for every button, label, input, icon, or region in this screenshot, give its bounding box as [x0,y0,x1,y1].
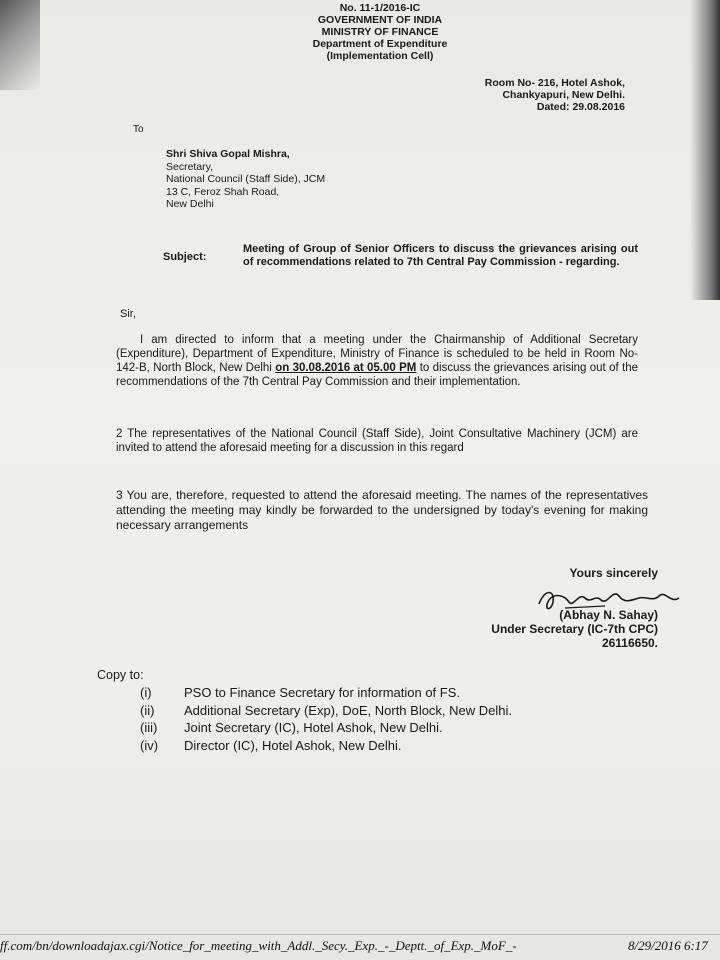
department-title: Department of Expenditure [312,38,448,50]
print-footer [0,934,720,960]
ministry-title: MINISTRY OF FINANCE [321,26,439,38]
paragraph-1-text-end: to discuss the grievances arising out of the recommendations of the 7th Central Pay Commission and their implementation. [116,362,638,388]
meeting-datetime: on 30.08.2016 at 05.00 PM [275,362,417,374]
government-title: GOVERNMENT OF INDIA [317,14,443,26]
address-line-1: Room No- 216, Hotel Ashok, [484,77,625,89]
letterhead [250,2,510,62]
copy-to-label: Copy to: [97,668,144,682]
copy-item [140,684,512,702]
subject-text: Meeting of Group of Senior Officers to discuss the grievances arising out of recommendations related to 7th Central Pay Commission - regarding. [243,243,638,268]
file-number: No. 11-1/2016-IC [339,2,421,14]
signatory-name: (Abhay N. Sahay) [559,608,658,622]
sender-address [485,77,625,113]
paragraph-1-text-start: I am directed to inform that a meeting under the Chairmanship of Additional Secretary (Expenditure), Department of Expenditure, Ministry of Finance is scheduled to be held in Room No-142-B, North Block, New Delhi [116,334,638,374]
copy-item [140,702,512,720]
paragraph-2: 2 The representatives of the National Council (Staff Side), Joint Consultative Machinery (JCM) are invited to attend the aforesaid meeting for a discussion in this regard [116,428,638,454]
copy-item-text: Additional Secretary (Exp), DoE, North Block, New Delhi. [184,702,513,718]
copy-item-number: (ii) [140,702,155,718]
photo-shadow-right [690,0,720,300]
recipient-line-4: New Delhi [166,198,214,210]
letter-date: Dated: 29.08.2016 [536,101,625,113]
signatory-phone: 26116650. [601,636,658,650]
recipient-line-3: 13 C, Feroz Shah Road, [166,185,280,198]
copy-item [140,737,512,755]
photo-shadow-top-left [0,0,40,90]
recipient-line-1: Secretary, [166,160,214,173]
signatory-designation: Under Secretary (IC-7th CPC) [491,622,658,636]
copy-to-list [140,684,512,754]
recipient-line-2: National Council (Staff Side), JCM [166,173,326,185]
salutation: Sir, [120,308,136,320]
recipient-address [166,148,325,211]
footer-url: ff.com/bn/downloadajax.cgi/Notice_for_meeting_with_Addl._Secy._Exp._-_Deptt._of_Exp._MoF_- [0,938,517,953]
paragraph-1 [116,333,638,389]
subject-label: Subject: [163,251,207,263]
copy-item-number: (iii) [140,720,158,735]
recipient-name: Shri Shiva Gopal Mishra, [166,148,290,160]
paragraph-3: 3 You are, therefore, requested to attend the aforesaid meeting. The names of the representatives attending the meeting may kindly be forwarded to the undersigned by today's evening for making necessary arrangements [116,488,648,532]
copy-item-text: PSO to Finance Secretary for information of FS. [184,685,461,700]
cell-title: (Implementation Cell) [326,50,434,62]
address-line-2: Chankyapuri, New Delhi. [502,89,625,101]
copy-item [140,719,512,737]
copy-item-number: (iv) [140,737,159,753]
closing: Yours sincerely [569,566,658,580]
copy-item-text: Joint Secretary (IC), Hotel Ashok, New Delhi. [184,720,443,735]
handwritten-signature [535,582,685,618]
copy-item-number: (i) [140,685,152,700]
footer-timestamp: 8/29/2016 6:17 [628,938,708,953]
to-label: To [133,124,144,135]
copy-item-text: Director (IC), Hotel Ashok, New Delhi. [184,737,402,753]
